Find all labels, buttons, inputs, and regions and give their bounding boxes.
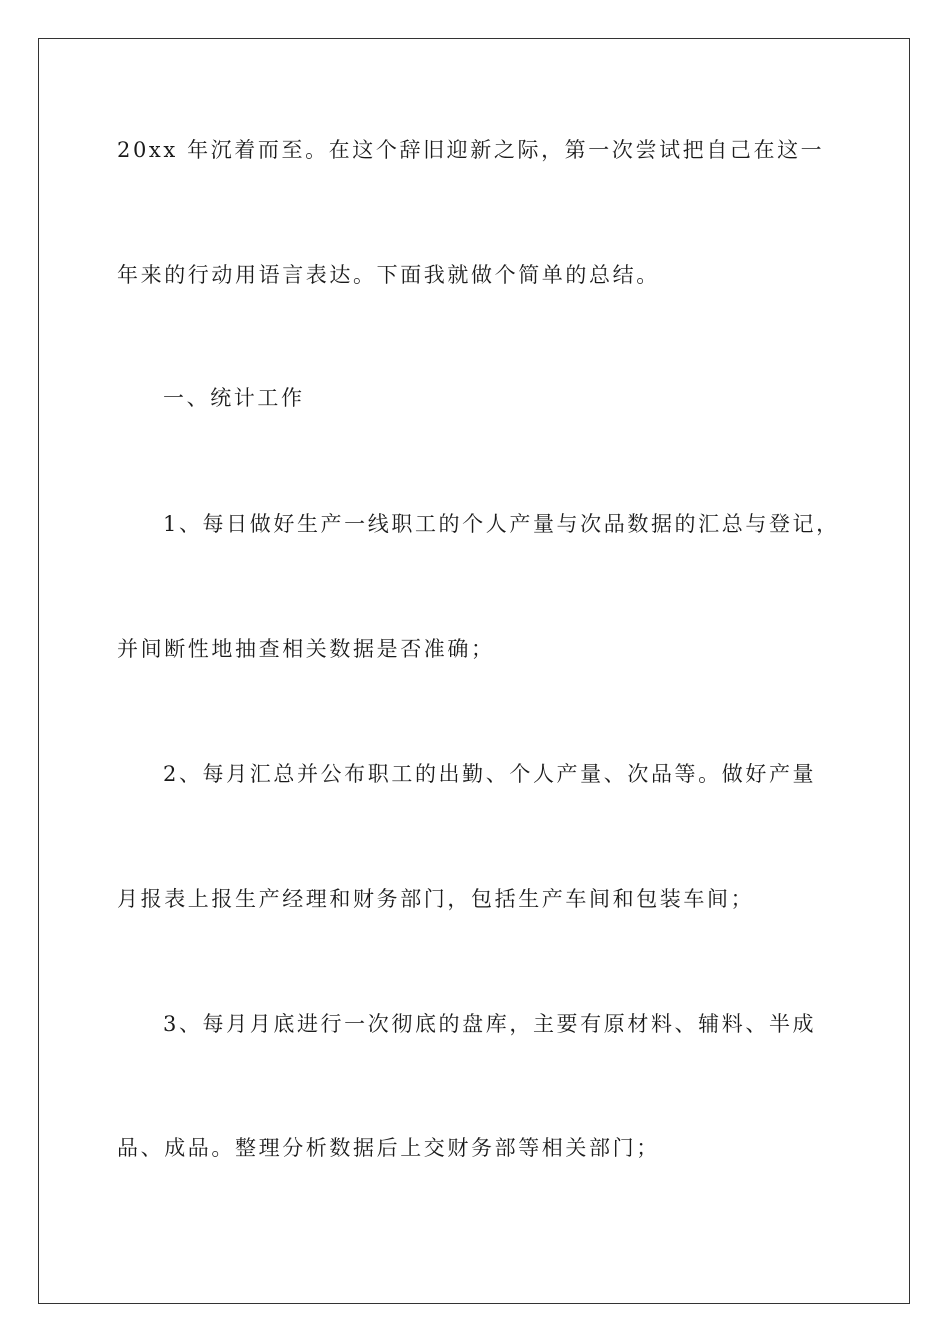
item-3-line-2: 品、成品。整理分析数据后上交财务部等相关部门； (117, 1136, 660, 1160)
item-2-line-2: 月报表上报生产经理和财务部门，包括生产车间和包装车间； (117, 887, 755, 911)
item-2-line-1: 2、每月汇总并公布职工的出勤、个人产量、次品等。做好产量 (163, 762, 817, 786)
paragraph-line-1: 20xx 年沉着而至。在这个辞旧迎新之际，第一次尝试把自己在这一 (117, 138, 825, 162)
page-border (38, 38, 910, 1304)
item-1-line-1: 1、每日做好生产一线职工的个人产量与次品数据的汇总与登记， (163, 512, 840, 536)
item-3-line-1: 3、每月月底进行一次彻底的盘库，主要有原材料、辅料、半成 (163, 1012, 817, 1036)
section-heading-statistics: 一、统计工作 (163, 386, 305, 410)
paragraph-line-2: 年来的行动用语言表达。下面我就做个简单的总结。 (117, 263, 660, 287)
item-1-line-2: 并间断性地抽查相关数据是否准确； (117, 637, 495, 661)
